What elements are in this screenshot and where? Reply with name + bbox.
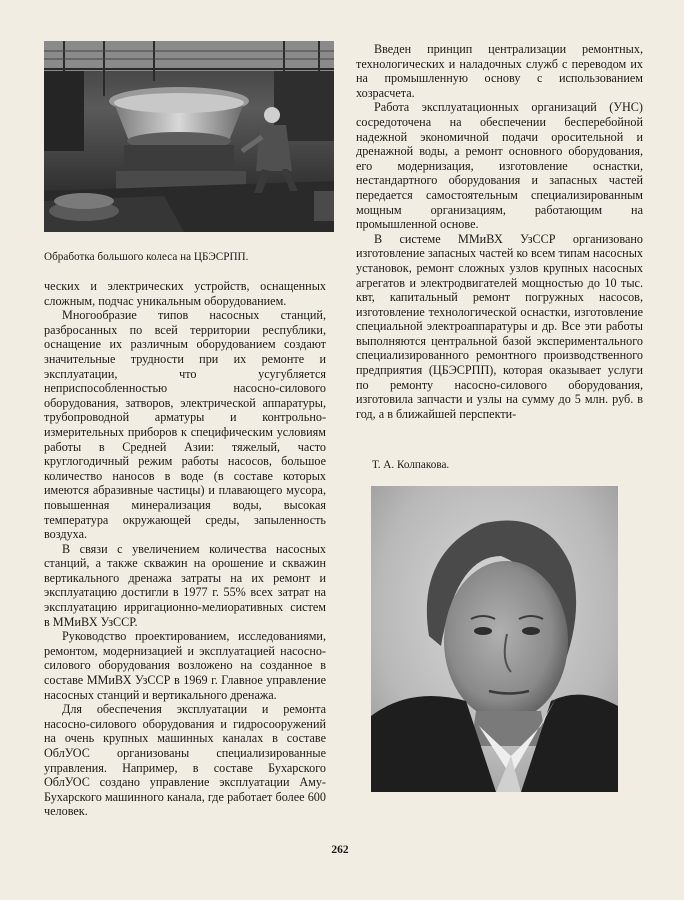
photo1-caption: Обработка большого колеса на ЦБЭСРПП.	[44, 251, 249, 263]
left-paragraph-4: Руководство проектированием, исследованиями, ремонтом, модернизацией и эксплуатацией насосно-силового оборудования возложено на созданное в составе ММиВХ УзССР в 1969 г. Главное управление насосных станций и вертикального дренажа.	[44, 629, 326, 702]
right-paragraph-3: В системе ММиВХ УзССР организовано изготовление запасных частей ко всем типам насосных установок, ремонт сложных узлов крупных насосных агрегатов и электродвигателей мощностью до 10 тыс. квт, капитальный ремонт погружных насосов, изготовление технологической оснастки, изготовление специальной электроаппаратуры и др. Все эти работы выполняются центральной базой экспериментального специализированного ремонтного производственного предприятия (ЦБЭСРПП), которая оказывает услуги по ремонту насосно-силового оборудования, изготовила запчасти и узлы на сумму до 5 млн. руб. в год, а в ближайшей перспекти-	[356, 231, 643, 421]
left-paragraph-5: Для обеспечения эксплуатации и ремонта насосно-силового оборудования и гидросооружений на очень крупных машинных каналах в составе ОблУОС организованы специализированные управления. Например, в составе Бухарского ОблУОС создано управление эксплуатации Аму-Бухарского машинного канала, где работает более 600 человек.	[44, 702, 326, 819]
right-column	[356, 42, 643, 421]
left-paragraph-2: Многообразие типов насосных станций, разбросанных по всей территории республики, оснащение их различным оборудованием создают значительные трудности при их ремонте и эксплуатации, что усугубляется неприспособленностью насосно-силового оборудования, затворов, электрической аппаратуры, трубопроводной арматуры и контрольно-измерительных приборов к специфическим условиям работы в Средней Азии: тяжелый, часто круглогодичный режим работы насосов, большое количество наносов в воде (в составе которых имеются абразивные частицы) и плавающего мусора, повышенная минерализация воды, высокая температура окружающей среды, запыленность воздуха.	[44, 308, 326, 542]
left-column	[44, 279, 326, 819]
left-paragraph-1: ческих и электрических устройств, оснащенных сложным, подчас уникальным оборудованием.	[44, 279, 326, 308]
portrait-photo	[371, 486, 618, 792]
right-paragraph-2: Работа эксплуатационных организаций (УНС) сосредоточена на обеспечении бесперебойной надежной экономичной подачи оросительной и дренажной воды, а ремонт основного оборудования, его модернизация, изготовление оснастки, нестандартного оборудования и запасных частей передается самостоятельным специализированным мощным организациям, работающим на промышленной основе.	[356, 100, 643, 232]
page-number: 262	[331, 844, 349, 856]
photo2-caption: Т. А. Колпакова.	[372, 459, 450, 471]
left-paragraph-3: В связи с увеличением количества насосных станций, а также скважин на орошение и скважин вертикального дренажа затраты на их ремонт и эксплуатацию достигли в 1977 г. 55% всех затрат на эксплуатацию ирригационно-мелиоративных систем в ММиВХ УзССР.	[44, 541, 326, 629]
machine-workshop-photo	[44, 41, 334, 232]
right-paragraph-1: Введен принцип централизации ремонтных, технологических и наладочных служб с переводом их на промышленную основу с использованием хозрасчета.	[356, 42, 643, 100]
